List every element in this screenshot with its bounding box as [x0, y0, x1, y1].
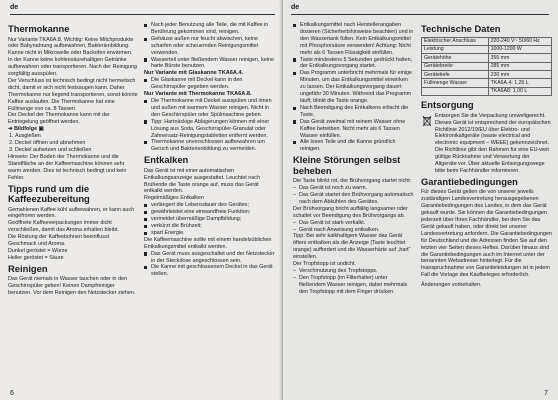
list-item: Alle losen Teile und die Kanne gründlich reinigen.: [293, 139, 415, 153]
variant-heading-thermo: Nur Variante mit Thermokanne TKA6A.8.: [144, 91, 252, 98]
spec-label: Gerätehöhe: [422, 54, 489, 62]
spec-label: Füllmenge Wasser: [422, 79, 489, 87]
step-item: 3. Deckel aufsetzen und schließen: [15, 147, 138, 154]
entsorgung-block: [421, 113, 552, 175]
list-item: – Das Gerät ist stark verkalkt.: [293, 220, 415, 227]
spec-table: [421, 37, 552, 97]
list-item: Gehäuse außen nur feucht abwischen, keine scharfen oder scheuernden Reinigungsmittel verwenden.: [144, 36, 275, 57]
variant-heading-glas: Nur Variante mit Glaskanne TKA6A.4.: [144, 70, 244, 77]
benefits-list: [144, 202, 275, 237]
spec-value: 355 mm: [488, 54, 551, 62]
list-item: Nach Beendigung des Entkalkens erlischt die Taste.: [293, 105, 415, 119]
list-item: verlängert die Lebensdauer des Gerätes;: [144, 202, 275, 209]
paragraph: Der Tropfstopp ist undicht.: [293, 261, 356, 268]
glas-list: [144, 77, 275, 91]
list-item: – Das Gerät startet den Brühvorgang automatisch nach dem Abkühlen des Gerätes.: [293, 192, 415, 206]
list-item: Die Kanne mit geschlossenem Deckel in das Gerät stellen.: [144, 264, 275, 278]
spec-row: [422, 87, 552, 95]
crossed-bin-icon: [422, 115, 432, 127]
right-col-2: [421, 22, 552, 289]
paragraph: Der Verschluss ist technisch bedingt nicht hermetisch dicht, damit er sich nicht festsaugen kann. Daher Thermokanne nur liegend transportieren, sonst könnte Kaffee auslaufen. Die Thermokanne hat eine Füllmenge von ca. 8 Tassen.: [8, 77, 138, 112]
list-item: verkürzt die Brühzeit;: [144, 223, 275, 230]
spec-row: [422, 54, 552, 62]
spec-value: 1000-1200 W: [488, 45, 551, 53]
paragraph: Gemahlenen Kaffee kühl aufbewahren, er kann auch eingefroren werden.: [8, 206, 135, 220]
spec-value: 230 mm: [488, 71, 551, 79]
list-item: gewährleistet eine einwandfreie Funktion;: [144, 209, 275, 216]
list-item: – Den Tropfstopp (im Filterhalter) unter fließendem Wasser reinigen, dabei mehrmals den Tropfstopp mit dem Finger drücken.: [293, 275, 415, 296]
spec-row: [422, 71, 552, 79]
section-title-entkalken: Entkalken: [144, 154, 189, 166]
page-number: 6: [10, 390, 14, 397]
list-item: – Gerät nach Anweisung entkalken.: [293, 227, 415, 234]
fault-list: [293, 185, 415, 206]
section-title-thermokanne: Thermokanne: [8, 23, 70, 34]
right-col-1: [293, 22, 415, 296]
hinweis-paragraph: Hinweis: Der Boden der Thermokanne und die Standfläche an der Kaffeemaschine können sehr warm werden. Dies ist technisch bedingt und kein Fehler.: [8, 153, 127, 181]
page-number: 7: [544, 390, 548, 397]
thermo-list: [144, 98, 275, 153]
left-col-2: [144, 22, 275, 278]
spec-label: Leistung: [422, 45, 489, 53]
spec-value: TKA6A8: 1,00 L: [488, 87, 551, 95]
list-item: – Das Gerät ist noch zu warm.: [293, 185, 415, 192]
spec-value: TKA6A.4: 1,25 L: [488, 79, 551, 87]
spec-value: 220-240 V~ 50/60 Hz: [488, 37, 551, 45]
tipp-paragraph: Tipp: Bei sehr kalkhaltigem Wasser das Gerät öfters entkalken als die Anzeige (Taste leuchtet orange) auffordert und die Wasserhärte auf „hart“ einstellen.: [293, 233, 411, 261]
list-item: Taste mindestens 5 Sekunden gedrückt halten, der Entkalkungsvorgang startet.: [293, 57, 415, 71]
list-item: Das Gerät zweimal mit reinem Wasser ohne Kaffee betreiben. Nicht mehr als 6 Tassen Wasser einfüllen.: [293, 119, 415, 140]
spec-row: [422, 62, 552, 70]
paragraph: Der Deckel der Thermokanne kann mit der Entriegelung geöffnet werden.: [8, 112, 110, 126]
fault-list: [293, 268, 415, 296]
image-ref-icon: ▣: [38, 126, 44, 133]
spec-label: Elektrischer Anschluss: [422, 37, 489, 45]
paragraph: Regelmäßiges Entkalken: [144, 195, 204, 202]
paragraph: Die Taste blinkt rot, der Brühvorgang startet nicht:: [293, 178, 412, 185]
step-item: 1. Ausgießen: [15, 133, 138, 140]
list-item: spart Energie.: [144, 230, 275, 237]
spec-row: [422, 79, 552, 87]
list-item: Das Gerät muss ausgeschaltet und der Netzstecker in der Steckdose angeschlossen sein.: [144, 251, 275, 265]
spec-row: [422, 37, 552, 45]
list-item: Tipp: Hartnäckige Ablagerungen können mit einer Lösung aus Soda, Geschirrspüler-Granulat oder Zahnersatz-Reinigungstabletten entfernt werden.: [144, 119, 275, 140]
section-title-garantie: Garantiebedingungen: [421, 175, 518, 187]
paragraph: Für dieses Gerät gelten die von unserer jeweils zuständigen Landesvertretung herausgegebenen Garantiebedingungen des Landes, in dem das Gerät gekauft wurde. Sie können die Garantiebedingungen jederzeit über Ihren Fachhändler, bei dem Sie das Gerät gekauft haben, oder direkt bei unserer Landesvertretung anfordern. Die Garantiebedingungen für Deutschland und die Adressen finden Sie auf den letzten vier Seiten dieses Heftes. Darüber hinaus sind die Garantiebedingungen auch im Internet unter der benannten Webadresse hinterlegt. Für die Inanspruchnahme von Garantieleistungen ist in jedem Fall die Vorlage des Kaufbeleges erforderlich.: [421, 189, 552, 279]
list-item: vermeidet übermäßige Dampfbildung;: [144, 216, 275, 223]
fault-list: [293, 220, 415, 234]
list-item: Wasserteil unter fließendem Wasser reinigen, keine harte Bürste benutzen.: [144, 57, 275, 71]
paragraph: Geöffnete Kaffeeverpackungen immer dicht verschließen, damit das Aroma erhalten bleibt.: [8, 220, 119, 234]
spec-table-body: [422, 37, 552, 96]
descale-steps-list: [144, 251, 275, 279]
paragraph: Heller geröstet = Säure: [8, 254, 64, 261]
paragraph: Das Gerät niemals in Wasser tauchen oder in den Geschirrspüler geben! Keinen Dampfreiniger benutzen. Vor dem Reinigen den Netzstecker ziehen.: [8, 276, 136, 297]
section-title-entsorgung: Entsorgung: [421, 99, 474, 111]
header-rule: [10, 14, 275, 15]
paragraph: Dunkel geröstet = Würze: [8, 247, 68, 254]
section-title-tipps: Tipps rund um die Kaffeezubereitung: [8, 182, 90, 205]
list-item: Das Programm unterbricht mehrmals für einige Minuten, um das Entkalkungsmittel einwirken zu lassen. Der Entkalkungsvorgang dauert ungefähr 30 Minuten. Während das Programm läuft, blinkt die Taste orange.: [293, 70, 415, 105]
section-title-reinigen: Reinigen: [8, 262, 48, 274]
section-title-technische-daten: Technische Daten: [421, 23, 501, 34]
paragraph: Das Gerät ist mit einer automatischen Entkalkungsanzeige ausgestattet. Leuchtet nach Brühende die Taste orange auf, muss das Gerät entkalkt werden.: [144, 167, 260, 195]
lang-label: de: [10, 4, 19, 11]
paragraph: Änderungen vorbehalten.: [421, 282, 482, 289]
bildfolge-text: Bildfolge: [14, 126, 38, 133]
left-col-1: [8, 22, 138, 297]
list-item: Die Thermokanne mit Deckel ausspülen und innen und außen mit warmem Wasser reinigen. Nicht in den Geschirrspüler oder Spülmaschine geben.: [144, 98, 275, 119]
section-title-stoerungen: Kleine Störungen selbst beheben: [293, 154, 401, 176]
lang-label: de: [291, 4, 300, 11]
descale-list: [293, 22, 415, 153]
step-item: 2. Deckel öffnen und abnehmen: [15, 140, 138, 147]
right-page: [283, 0, 558, 400]
list-item: Thermokanne unverschlossen aufbewahren um Geruch und Bakterienbildung zu vermeiden.: [144, 139, 275, 153]
paragraph: Nur Variante TKA6A.8. Wichtig: Keine Milchprodukte oder Babynahrung aufbewahren, Bakterienbildung. Kanne nicht in Mikrowelle oder Backofen erwärmen. In der Kanne keine kohlensäurehaltigen Getränke aufbewahren oder transportieren. Nach der Reinigung sorgfältig ausspülen.: [8, 36, 137, 78]
spec-label: Gerätetiefe: [422, 71, 489, 79]
spec-row: [422, 45, 552, 53]
spec-label: Gerätebreite: [422, 62, 489, 70]
image-sequence-label: ➔ Bildfolge ▣: [8, 126, 44, 133]
list-item: Die Glaskanne mit Deckel kann in den Geschirrspüler gegeben werden.: [144, 77, 275, 91]
cleaning-list: [144, 22, 275, 70]
paragraph: Die Röstung der Kaffeebohnen beeinflusst Geschmack und Aroma.: [8, 234, 110, 248]
paragraph: Der Brühvorgang bricht auffällig langsamer oder schaltet vor Beendigung des Brühvorgangs ab.: [293, 205, 408, 219]
list-item: Nach jeder Benutzung alle Teile, die mit Kaffee in Berührung gekommen sind, reinigen.: [144, 22, 275, 36]
header-rule: [291, 14, 549, 15]
paragraph: Entsorgen Sie die Verpackung umweltgerecht. Dieses Gerät ist entsprechend der europäischen Richtlinie 2012/19/EU über Elektro- und Elektronikaltgeräte (waste electrical and electronic equipment – WEEE) gekennzeichnet. Die Richtlinie gibt den Rahmen für eine EU-weit gültige Rücknahme und Verwertung der Altgeräte vor. Über aktuelle Entsorgungswege bitte beim Fachhändler informieren.: [435, 112, 551, 174]
list-item: – Verschmutzung des Tropfstopps.: [293, 268, 415, 275]
spec-label: [422, 87, 489, 95]
spec-value: 285 mm: [488, 62, 551, 70]
steps-list: [8, 133, 138, 154]
paragraph: Die Kaffeemaschine sollte mit einem handelsüblichen Entkalkungsmittel entkalkt werden.: [144, 236, 272, 250]
list-item: Entkalkungsmittel nach Herstellerangaben dosieren (Sicherheitshinweise beachten) und in den Wassertank füllen. Kein Entkalkungsmittel mit Phosphorsäure verwenden! Achtung: Nicht mehr als 6 Tassen Flüssigkeit einfüllen.: [293, 22, 415, 57]
